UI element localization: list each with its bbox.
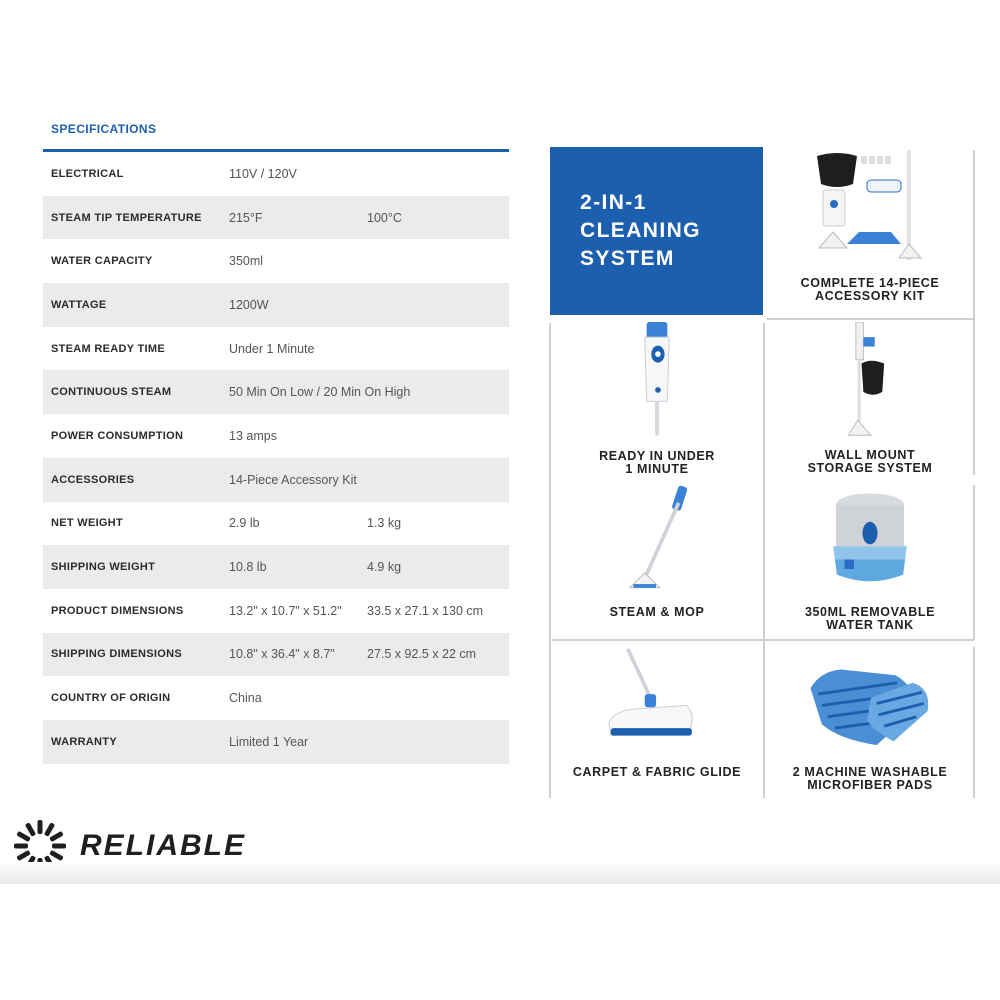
feature-label: STEAM & MOP bbox=[609, 605, 705, 619]
brand-name: RELIABLE bbox=[80, 829, 246, 862]
spec-row bbox=[43, 239, 509, 283]
spec-label: PRODUCT DIMENSIONS bbox=[51, 604, 184, 617]
spec-value-metric: 100°C bbox=[367, 210, 402, 225]
spec-value: 13 amps bbox=[229, 428, 277, 443]
spec-value: 1200W bbox=[229, 297, 269, 312]
spec-value: 10.8 lb bbox=[229, 560, 267, 575]
feature-ready-in-under-1-minute bbox=[552, 322, 762, 477]
spec-row bbox=[43, 327, 509, 371]
spec-value-metric: 33.5 x 27.1 x 130 cm bbox=[367, 603, 484, 618]
spec-row bbox=[43, 196, 509, 240]
feature-label: WALL MOUNT STORAGE SYSTEM bbox=[807, 448, 933, 475]
spec-value: 50 Min On Low / 20 Min On High bbox=[229, 385, 411, 400]
grid-divider bbox=[973, 485, 975, 640]
spec-label: STEAM READY TIME bbox=[51, 342, 165, 355]
spec-label: ACCESSORIES bbox=[51, 473, 135, 486]
spec-label: POWER CONSUMPTION bbox=[51, 429, 184, 442]
steam-mop-image bbox=[552, 484, 762, 602]
spec-value: Under 1 Minute bbox=[229, 341, 315, 356]
spec-value-metric: 4.9 kg bbox=[367, 560, 402, 575]
feature-water-tank bbox=[767, 484, 973, 640]
feature-wall-mount bbox=[767, 322, 973, 477]
handheld-steamer-image bbox=[552, 322, 762, 440]
spec-value-metric: 27.5 x 92.5 x 22 cm bbox=[367, 647, 477, 662]
feature-label: COMPLETE 14-PIECE ACCESSORY KIT bbox=[800, 276, 940, 303]
feature-steam-and-mop bbox=[552, 484, 762, 640]
specifications-table bbox=[43, 115, 509, 749]
spec-value: 110V / 120V bbox=[229, 166, 297, 181]
spec-label: STEAM TIP TEMPERATURE bbox=[51, 211, 202, 224]
spec-row bbox=[43, 370, 509, 414]
water-tank-image bbox=[767, 484, 973, 602]
spec-label: SHIPPING WEIGHT bbox=[51, 561, 156, 574]
spec-rows bbox=[43, 152, 509, 764]
microfiber-pads-image bbox=[767, 645, 973, 763]
spec-row bbox=[43, 633, 509, 677]
spec-row bbox=[43, 458, 509, 502]
grid-divider bbox=[973, 150, 975, 475]
feature-accessory-kit bbox=[767, 148, 973, 316]
spec-row bbox=[43, 545, 509, 589]
feature-label: 350ML REMOVABLE WATER TANK bbox=[804, 605, 936, 632]
feature-label: CARPET & FABRIC GLIDE bbox=[572, 765, 742, 779]
feature-microfiber-pads bbox=[767, 645, 973, 797]
spec-label: WATER CAPACITY bbox=[51, 255, 153, 268]
feature-label: 2 MACHINE WASHABLE MICROFIBER PADS bbox=[792, 765, 948, 792]
spec-value: 10.8" x 36.4" x 8.7" bbox=[229, 647, 335, 662]
spec-row bbox=[43, 152, 509, 196]
spec-label: CONTINUOUS STEAM bbox=[51, 386, 172, 399]
spec-value-metric: 1.3 kg bbox=[367, 516, 402, 531]
spec-value: 2.9 lb bbox=[229, 516, 260, 531]
spec-label: SHIPPING DIMENSIONS bbox=[51, 648, 182, 661]
spec-value: 350ml bbox=[229, 254, 264, 269]
spec-label: WATTAGE bbox=[51, 298, 107, 311]
spec-label: NET WEIGHT bbox=[51, 517, 124, 530]
feature-label: READY IN UNDER 1 MINUTE bbox=[599, 449, 715, 476]
hero-title: 2-IN-1 CLEANING SYSTEM bbox=[580, 191, 701, 270]
spec-row bbox=[43, 589, 509, 633]
spec-row bbox=[43, 720, 509, 764]
carpet-glide-image bbox=[552, 645, 762, 763]
grid-divider bbox=[763, 323, 765, 798]
spec-row bbox=[43, 283, 509, 327]
specifications-title: SPECIFICATIONS bbox=[51, 122, 157, 136]
spec-label: WARRANTY bbox=[51, 735, 117, 748]
spec-row bbox=[43, 502, 509, 546]
grid-divider bbox=[767, 318, 973, 320]
spec-row bbox=[43, 676, 509, 720]
feature-carpet-glide bbox=[552, 645, 762, 797]
spec-value: 13.2" x 10.7" x 51.2" bbox=[229, 603, 342, 618]
wall-mount-image bbox=[767, 322, 973, 440]
spec-value: 14-Piece Accessory Kit bbox=[229, 472, 357, 487]
accessory-kit-image bbox=[767, 148, 973, 266]
two-in-one-hero-tile bbox=[550, 147, 763, 315]
spec-label: ELECTRICAL bbox=[51, 167, 124, 180]
spec-row bbox=[43, 414, 509, 458]
spec-value: Limited 1 Year bbox=[229, 734, 309, 749]
grid-divider bbox=[973, 647, 975, 798]
spec-value: 215°F bbox=[229, 210, 263, 225]
spec-value: China bbox=[229, 691, 262, 706]
spec-label: COUNTRY OF ORIGIN bbox=[51, 692, 171, 705]
grid-divider bbox=[549, 323, 551, 798]
footer-shade bbox=[0, 862, 1000, 884]
